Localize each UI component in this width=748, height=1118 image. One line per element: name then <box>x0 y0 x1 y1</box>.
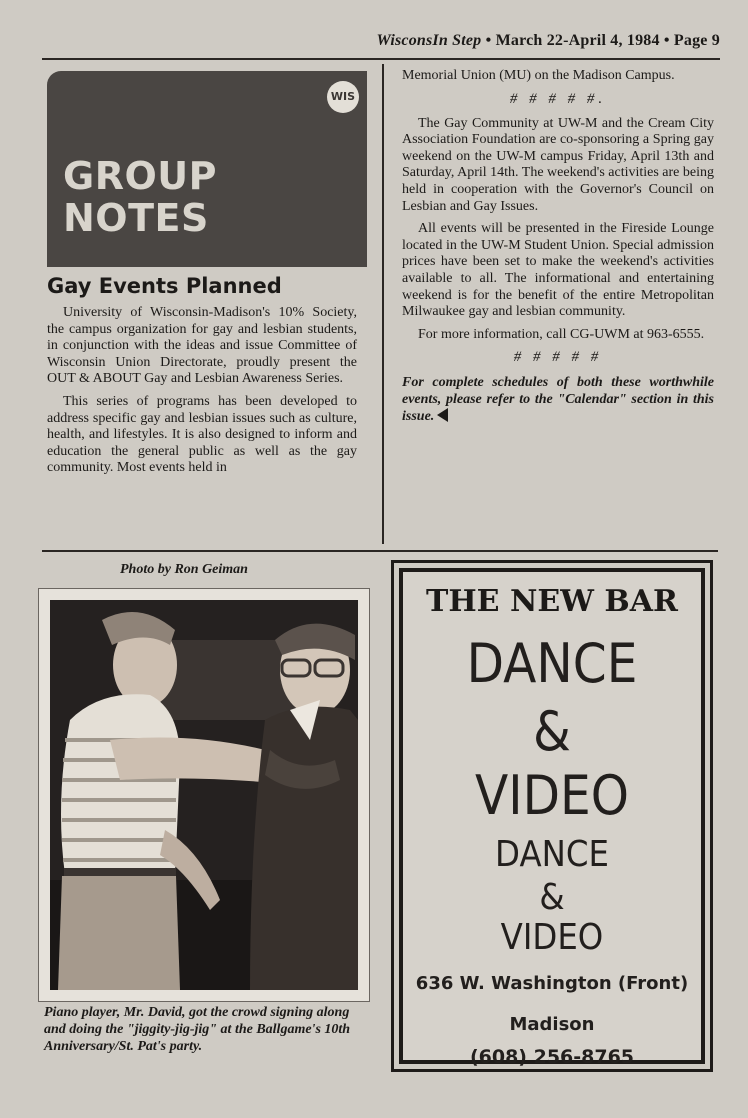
photo-illustration <box>50 600 358 990</box>
new-bar-advertisement <box>391 560 713 1072</box>
header-bullet-2: • <box>663 32 670 49</box>
left-column-text <box>47 305 357 483</box>
right-column-text <box>402 68 714 425</box>
ad-headline-video: VIDEO <box>475 764 629 827</box>
column-rule <box>382 64 384 544</box>
page-number: Page 9 <box>673 32 720 49</box>
header-rule <box>42 58 720 60</box>
group-notes-banner <box>47 71 367 267</box>
section-separator: # # # # # <box>513 349 603 366</box>
section-rule <box>42 550 718 552</box>
calendar-note-text: For complete schedules of both these worthwhile events, please refer to the "Calendar" section in this issue. <box>402 375 714 425</box>
dancing-men-photo <box>50 600 358 990</box>
wis-logo-icon: WIS <box>327 81 359 113</box>
paragraph: The Gay Community at UW-M and the Cream City Association Foundation are co-sponsoring a Spring gay weekend on the UW-M campus Friday, April 13th and Saturday, April 14th. The weekend's activities are being held in cooperation with the Governor's Council on Lesbian and Gay Issues. <box>402 115 714 214</box>
banner-title-line1: GROUP <box>63 154 217 198</box>
publication-name: WisconsIn Step <box>376 32 482 49</box>
ad-address: 636 W. Washington (Front) <box>415 973 689 994</box>
paragraph: University of Wisconsin-Madison's 10% Society, the campus organization for gay and lesbian students, in conjunction with the ideas and issue Committee of Wisconsin Union Directorate, proudly present the OUT & ABOUT Gay and Lesbian Awareness Series. <box>47 305 357 387</box>
calendar-note <box>402 374 714 425</box>
paragraph: This series of programs has been developed to address specific gay and lesbian issues such as culture, health, and lifestyles. It is also designed to inform and education the general public as well as the gay community. Most events held in <box>47 393 357 476</box>
ad-bar-name: THE NEW BAR <box>426 584 678 619</box>
banner-title <box>63 155 217 239</box>
photo-frame <box>38 588 370 1002</box>
issue-dates: March 22-April 4, 1984 <box>495 32 660 49</box>
ad-city: Madison <box>509 1014 595 1035</box>
ad-headline-dance: DANCE <box>466 632 638 695</box>
header-bullet-1: • <box>485 32 492 49</box>
ad-sub-video: VIDEO <box>500 917 604 958</box>
ad-sub-ampersand: & <box>539 877 565 918</box>
section-separator: # # # # #. <box>509 90 607 107</box>
ad-headline-ampersand: & <box>533 700 571 763</box>
paragraph: For more information, call CG-UWM at 963-6555. <box>418 326 705 342</box>
ad-inner-border <box>399 568 705 1068</box>
ad-sub-dance: DANCE <box>495 834 609 875</box>
photo-credit: Photo by Ron Geiman <box>120 562 248 577</box>
photo-caption: Piano player, Mr. David, got the crowd signing along and doing the "jiggity-jig-jig" at the Ballgame's 10th Anniversary/St. Pat's party. <box>44 1005 351 1054</box>
left-arrow-icon <box>437 408 448 422</box>
ad-phone: (608) 256-8765 <box>469 1046 635 1068</box>
paragraph: Memorial Union (MU) on the Madison Campus. <box>402 68 675 83</box>
banner-title-line2: NOTES <box>63 196 209 240</box>
article-headline: Gay Events Planned <box>47 274 282 298</box>
paragraph: All events will be presented in the Fireside Lounge located in the UW-M Student Union. Special admission prices have been set to make the weekend's activities available to all. The informational and entertaining weekend is for the benefit of the entire Metropolitan Milwaukee gay and lesbian community. <box>402 221 714 320</box>
page-header <box>300 32 720 50</box>
